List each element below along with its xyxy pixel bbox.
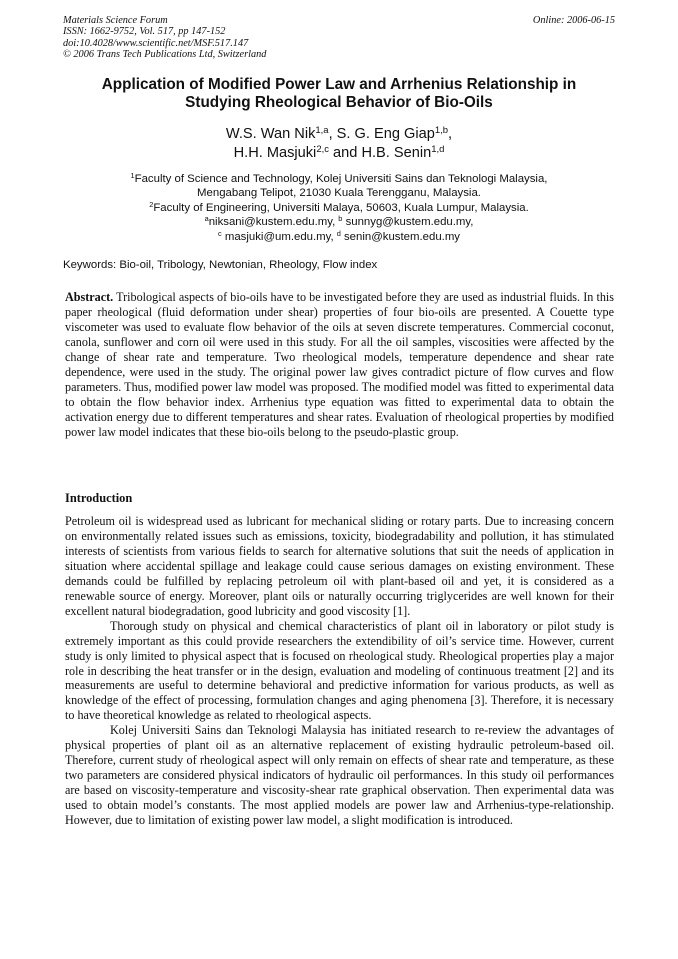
- author-name: H.B. Senin: [361, 144, 432, 161]
- email-link[interactable]: senin@kustem.edu.my: [340, 230, 461, 243]
- doi-line: doi:10.4028/www.scientific.net/MSF.517.147: [63, 37, 249, 49]
- email-link[interactable]: niksani@kustem.edu.my,: [208, 216, 336, 229]
- abstract-text: Tribological aspects of bio-oils have to be investigated before they are used as industrial fluids. In this paper rheological (fluid deformation under shear) properties of four bio-oils are presented. A Couette type viscometer was used to evaluate flow behavior of the oils at seven discrete temperatures. Commercial coconut, canola, sunflower and corn oil were used in this study. For all the oil samples, viscosities were affected by the change of shear rate and temperature. Two rheological models, temperature dependence and shear rate dependence, were used in the study. The original power law gives contradict picture of flow curves and flow parameters. Thus, modified power law model was proposed. The modified model was fitted to experimental data to obtain the flow behavior index. Arrhenius type equation was fitted to experimental data to obtain the activation energy due to different temperatures and shear rates. Evaluation of rheological properties by modified power law model indicates that these bio-oils belong to the pseudo-plastic group.: [65, 290, 614, 439]
- author-affiliation-mark: 1,a: [315, 124, 329, 136]
- paragraph: Petroleum oil is widespread used as lubricant for mechanical sliding or rotary parts. Due to increasing concern on environmentally related issues such as emissions, toxicity, biodegradability and pollution, it has stimulated interests of scientists from various fields to search for alternative solutions that suit the needs of application in situation where accidental spillage and leakage could cause serious damages on existing environment. These demands could be fulfilled by replacing petroleum oil with plant-based oil and yet, it is considered as a renewable source of energy. Moreover, plant oils or naturally occurring triglycerides are well known for their excellent natural biodegradation, good lubricity and good viscosity [1].: [65, 514, 614, 618]
- affiliation-2: [63, 201, 615, 215]
- affiliations: [63, 172, 615, 244]
- author-name: W.S. Wan Nik: [225, 126, 316, 142]
- email-mark: a: [204, 214, 209, 224]
- author-separator: ,: [328, 126, 337, 142]
- abstract-label: Abstract.: [65, 290, 114, 304]
- author-separator: ,: [448, 126, 453, 142]
- author-name: H.H. Masjuki: [233, 144, 317, 161]
- email-mark: d: [336, 228, 341, 238]
- affiliation-text: Faculty of Science and Technology, Kolej Universiti Sains dan Teknologi Malaysia,: [134, 173, 548, 185]
- online-date: Online: 2006-06-15: [532, 15, 615, 26]
- affiliation-text: Faculty of Engineering, Universiti Malaya, 50603, Kuala Lumpur, Malaysia.: [153, 201, 529, 214]
- paper-title: [63, 76, 615, 112]
- affiliation-1-address: Mengabang Telipot, 21030 Kuala Terengganu, Malaysia.: [197, 187, 481, 200]
- email-link[interactable]: masjuki@um.edu.my,: [221, 230, 334, 243]
- author-name: S. G. Eng Giap: [336, 126, 435, 142]
- email-mark: b: [338, 214, 343, 224]
- title-line-2: Studying Rheological Behavior of Bio-Oils: [185, 94, 493, 111]
- paragraph: Thorough study on physical and chemical characteristics of plant oil in laboratory or pilot study is extremely important as this could provide researchers the extendibility of oil’s service time. However, current study is only limited to physical aspect that is focused on rheological study. Rheological properties play a major role in describing the heat transfer or in the design, evaluation and modeling of continuous treatment [2] and its measurements are useful to determine behavioral and predictive information for various products, as well as knowledge of the effect of processing, formulation changes and aging phenomena [3]. Therefore, it is necessary to have theoretical knowledge as related to rheological aspects.: [65, 618, 614, 723]
- paragraph: Kolej Universiti Sains dan Teknologi Malaysia has initiated research to re-review the advantages of physical properties of plant oil as an alternative replacement of existing hydraulic petroleum-based oil. Therefore, current study of rheological aspect will only remain on effects of shear rate and temperature, as these two parameters are considered physical indicators of hydraulic oil performances. In this study oil performances are based on viscosity-temperature and viscosity-shear rate graphical observation. Then experimental data was used to obtain model’s constants. The most applied models are power law and Arrhenius-type-relationship. However, due to limitation of existing power law model, a slight modification is introduced.: [65, 723, 614, 828]
- email-line-1: [63, 215, 615, 229]
- affiliation-mark: 2: [149, 199, 154, 209]
- journal-name: Materials Science Forum: [63, 15, 168, 26]
- author-affiliation-mark: 2,c: [316, 143, 329, 155]
- section-heading-introduction: Introduction: [65, 491, 133, 505]
- title-line-1: Application of Modified Power Law and Arrhenius Relationship in: [101, 76, 577, 93]
- author-line-2: [63, 144, 615, 163]
- author-affiliation-mark: 1,b: [434, 124, 449, 136]
- email-mark: c: [217, 228, 222, 238]
- affiliation-mark: 1: [130, 170, 135, 180]
- keywords: Keywords: Bio-oil, Tribology, Newtonian, Rheology, Flow index: [63, 259, 378, 271]
- copyright-line: © 2006 Trans Tech Publications Ltd, Switzerland: [63, 48, 267, 60]
- issn-line: ISSN: 1662-9752, Vol. 517, pp 147-152: [63, 26, 226, 38]
- introduction-body: [65, 514, 614, 828]
- affiliation-1: [63, 172, 615, 186]
- abstract: [65, 290, 614, 440]
- author-line-1: [63, 125, 615, 144]
- email-link[interactable]: sunnyg@kustem.edu.my,: [342, 216, 474, 229]
- author-affiliation-mark: 1,d: [431, 143, 445, 155]
- author-list: [63, 125, 615, 162]
- author-separator: and: [328, 144, 362, 161]
- email-line-2: [63, 230, 615, 244]
- running-header: [63, 15, 266, 60]
